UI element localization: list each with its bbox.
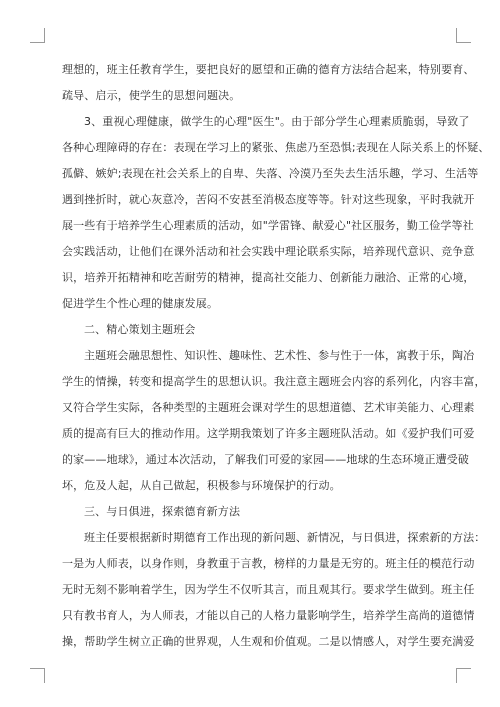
text-line: 三、与日俱进，探索德育新方法: [84, 505, 241, 518]
text-line: 促进学生个性心理的健康发展。: [62, 297, 219, 310]
text-line: 只有教书育人，为人师表，才能以自己的人格力量影响学生，培养学生高尚的道德情: [62, 609, 475, 622]
text-line: 一是为人师表，以身作则，身教重于言教，榜样的力量是无穷的。班主任的模范行动: [62, 557, 475, 570]
crop-mark-top-right: [456, 28, 471, 43]
crop-mark-bottom-right: [456, 668, 471, 683]
text-line: 理想的，班主任教育学生，要把良好的愿望和正确的德育方法结合起来，特别要育、: [62, 63, 475, 76]
text-line: 操，帮助学生树立正确的世界观，人生观和价值观。二是以情感人，对学生要充满爱: [62, 635, 475, 648]
text-line: 质的提高有巨大的推动作用。这学期我策划了许多主题班队活动。如《爱护我们可爱: [62, 427, 475, 440]
text-line: 展一些有于培养学生心理素质的活动，如"学雷锋、献爱心"社区服务，勤工俭学等社: [62, 219, 474, 232]
text-line: 坏，危及人起，从自己做起，积极参与环境保护的行动。: [62, 479, 341, 492]
crop-mark-bottom-left: [30, 668, 45, 683]
text-line: 孤僻、嫉妒;表现在社会关系上的自卑、失落、冷漠乃至失去生活乐趣，学习、生活等: [62, 167, 479, 180]
text-line: 3、重视心理健康，做学生的心理"医生"。由于部分学生心理素质脆弱，导致了: [84, 115, 470, 128]
document-body: [62, 57, 490, 655]
text-line: 主题班会融思想性、知识性、趣味性、艺术性、参与性于一体，寓教于乐，陶冶: [84, 349, 475, 362]
text-line: 又符合学生实际，各种类型的主题班会课对学生的思想道德、艺术审美能力、心理素: [62, 401, 475, 414]
text-line: 疏导、启示，使学生的思想问题决。: [62, 89, 241, 102]
text-line: 的家——地球》，通过本次活动，了解我们可爱的家园——地球的生态环境正遭受破: [62, 453, 470, 466]
text-line: 班主任要根据新时期德育工作出现的新问题、新情况，与日俱进，探索新的方法：: [84, 531, 486, 544]
text-line: 二、精心策划主题班会: [84, 323, 196, 336]
text-line: 无时无刻不影响着学生，因为学生不仅听其言，而且观其行。要求学生做到。班主任: [62, 583, 475, 596]
text-line: 各种心理障碍的存在：表现在学习上的紧张、焦虑乃至恐惧;表现在人际关系上的怀疑、: [62, 141, 490, 154]
text-line: 会实践活动，让他们在课外活动和社会实践中理论联系实际，培养现代意识、竞争意: [62, 245, 475, 258]
text-line: 识，培养开拓精神和吃苦耐劳的精神，提高社交能力、创新能力融洽、正常的心境，: [62, 271, 475, 284]
text-line: 遇到挫折时，就心灰意冷，苦闷不安甚至消极态度等等。针对这些现象，平时我就开: [62, 193, 475, 206]
crop-mark-top-left: [30, 28, 45, 43]
text-line: 学生的情操，转变和提高学生的思想认识。我注意主题班会内容的系列化，内容丰富，: [62, 375, 486, 388]
